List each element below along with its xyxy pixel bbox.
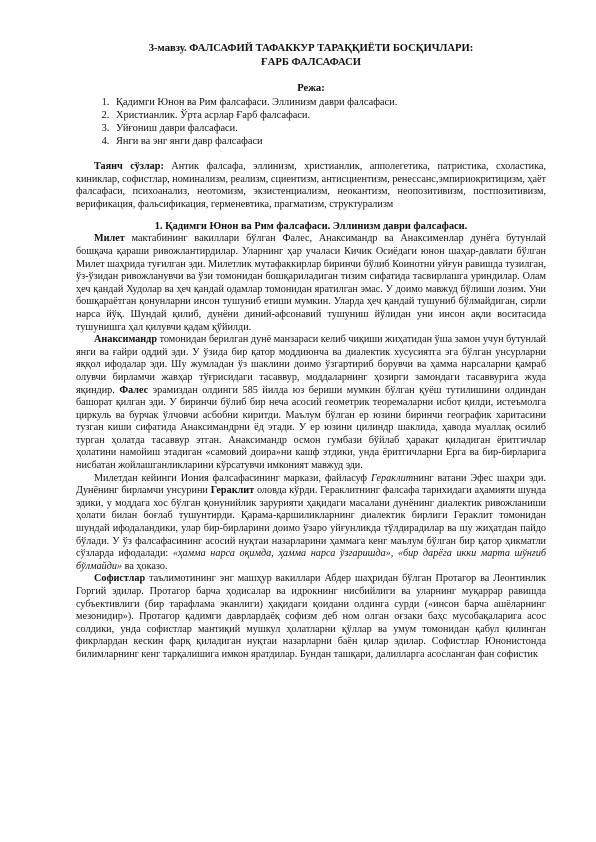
paragraph-text: ва ҳоказо. bbox=[122, 560, 168, 572]
paragraph-sophists bbox=[76, 573, 546, 661]
plan-item: 3. Уйғониш даври фалсафаси. bbox=[112, 122, 546, 135]
section-title: 1. Қадимги Юнон ва Рим фалсафаси. Эллинизм даври фалсафаси. bbox=[154, 221, 468, 233]
term-anaximander: Анаксимандр bbox=[94, 334, 157, 346]
keywords-text: Антик фалсафа, эллинизм, христианлик, апполегетика, патристика, схоластика, киниклар, софистлар, номинализм, реализм, сциентизм, антисциентизм, ренессанс,эмпириокритицизм, ҳаёт фалсафаси, психоанализ, неотомизм, экзистенциализм, неокантизм, неопозитивизм, постпозитивизм, верификация, фальсификация, герменевтика, прагматизм, структурализм bbox=[76, 161, 546, 210]
term-heraclitus: Гераклит bbox=[210, 485, 255, 497]
plan-list bbox=[76, 96, 546, 148]
plan-item: 1. Қадимги Юнон ва Рим фалсафаси. Эллинизм даври фалсафаси. bbox=[112, 96, 546, 109]
paragraph-text: мактабининг вакиллари бўлган Фалес, Анаксимандр ва Анаксименлар дунёга бутунлай бошқача қараши ривожлантирдилар. Уларнинг ҳар учаласи Кичик Осиёдаги юнон шаҳар-давлати бўлган Милет шаҳрида туғилган эди. Милетлик мутафаккирлар биринчи бўлиб Коинотни уйғун равишда тузилган, ўз-ўзидан ривожланувчи ва ўзи томонидан бошқариладиган тизим сифатида тасвирлашга уриндилар. Олам ҳеч қандай Худолар ва ҳеч қандай одамлар томонидан яратилган эмас. У доимо мавжуд бўлиши лозим. Уни бошқараётган қонунларни инсон тушуниб етиши мумкин. Уларда ҳеч қандай тушуниб бўлмайдиган, сирли нарса йўқ. Шундай қилиб, дунёни диний-афсонавий тушуниш йўлидан уни инсон ақли воситасида тушунишга ҳал қилувчи қадам қўйилди. bbox=[76, 233, 546, 333]
term-sophists: Софистлар bbox=[94, 573, 146, 585]
document-page bbox=[76, 42, 546, 662]
paragraph-text: нинг ватани Эфес шаҳри эди. Дунёнинг бирламчи унсурини bbox=[76, 472, 546, 497]
paragraph-text: таълимотининг энг машҳур вакиллари Абдер шаҳридан бўлган Протагор ва Леонтинлик Горгий эдилар. Протагор барча ҳодисалар ва идрокнинг нисбийлиги ва уларнинг муқаррар равишда субъективлиги (бир тарафлама эканлиги) ҳақидаги қоидани олдинга сурди («инсон барча ашёларнинг мезонидир»). Протагор қадимги даврлардаёқ софизм деб ном олган оғзаки баҳс мусобақаларига асос солдики, унда софистлар мантиқий мушкул ҳолатларни қўллар ва умум томонидан қабул қилинган фикрлардан кескин фарқ қиладиган нуқтаи назарларни баён қилар эдилар. Софистлар Юнонистонда билимларнинг кенг тарқалишига имкон яратдилар. Бундан ташқари, далилларга асосланган фан софистик bbox=[76, 573, 546, 660]
plan-item: 2. Христианлик. Ўрта асрлар Ғарб фалсафаси. bbox=[112, 109, 546, 122]
document-title-line2: ҒАРБ ФАЛСАФАСИ bbox=[260, 56, 362, 68]
term-thales: Фалес bbox=[119, 384, 149, 396]
paragraph-text: томонидан берилган дунё манзараси келиб чиқиши жиҳатидан ўша замон учун бутунлай янги ва ғайри оддий эди. У ўзида бир қатор моддиюнча ва диалектик хусусиятга эга бўлган унсурларни яққол ифодалар эди. Шу жумладан ўз шаклини доимо ўзгартириб борувчи ва ҳамма нарсаларни қамраб олувчи бирламчи жавҳар тўғрисидаги тасаввур, моддаларнинг ҳозирги замондаги тасаввурига жуда яқиндир. bbox=[76, 334, 546, 396]
paragraph-anaximander bbox=[76, 334, 546, 473]
paragraph-text: Милетдан кейинги Иония фалсафасининг маркази, файласуф bbox=[94, 472, 371, 484]
plan-heading: Режа: bbox=[297, 83, 325, 94]
paragraph-text: оловда кўрди. Гераклитнинг фалсафа тарихидаги аҳамияти шунда эдики, у моддага хос бўлган қонунийлик зарурияти ҳақидаги масалани дунёнинг диалектик ривожланиши ҳолати билан боғлаб тушунтирди. Қарама-қаршиликларнинг диалектик бирлиги Гераклит томонидан шундай ифодаландики, улар бир-бирларини доимо ўзаро уйғунликда тўлдирадилар ва шу жиҳатдан пайдо бўлади. У ўз фалсафасининг асосий нуқтаи назарларини ҳаммага кенг маълум бўлган бир қатор ҳикматли сўзларда ифодалади: bbox=[76, 485, 547, 560]
paragraph-text: эрамиздан олдинги 585 йилда юз бериши мумкин бўлган қуёш тутилишини олдиндан башорат қилган эди. У биринчи бўлиб бир неча асосий геометрик теоремаларни исбот қилди, истеъмолга циркуль ва бурчак ўлчовчи асбобни киритди. Маълум бўлган ер юзини биринчи географик харитасини тузган киши сифатида Анаксимандрни ёд этади. У ер юзини цилиндр шаклида, ҳавода муаллақ осилиб турган ҳолатда тасаввур этган. Анаксимандр осмон гумбази бўйлаб ҳаракат қиладиган ёритгичлар ҳолатини намойиш этадиган «самовий доира»ни кашф этдики, унда ёритгичларни Ерга ва бир-бирларига нисбатан жойлашганликларини кўрсатувчи имконият мавжуд эди. bbox=[76, 384, 546, 472]
paragraph-miletus bbox=[76, 233, 546, 334]
keywords-label: Таянч сўзлар: bbox=[94, 161, 164, 172]
quote-heraclitus: «ҳамма нарса оқимда, ҳамма нарса ўзгаришда», «бир дарёга икки марта шўнғиб бўлмайди» bbox=[76, 548, 546, 572]
keywords-paragraph bbox=[76, 161, 546, 211]
document-title-line1: 3-мавзу. ФАЛСАФИЙ ТАФАККУР ТАРАҚҚИЁТИ БОСҚИЧЛАРИ: bbox=[148, 43, 474, 54]
paragraph-heraclitus bbox=[76, 473, 546, 574]
plan-item: 4. Янги ва энг янги давр фалсафаси bbox=[112, 135, 546, 148]
term-miletus: Милет bbox=[94, 233, 125, 245]
term-heraclitus-italic: Гераклит bbox=[370, 472, 414, 484]
